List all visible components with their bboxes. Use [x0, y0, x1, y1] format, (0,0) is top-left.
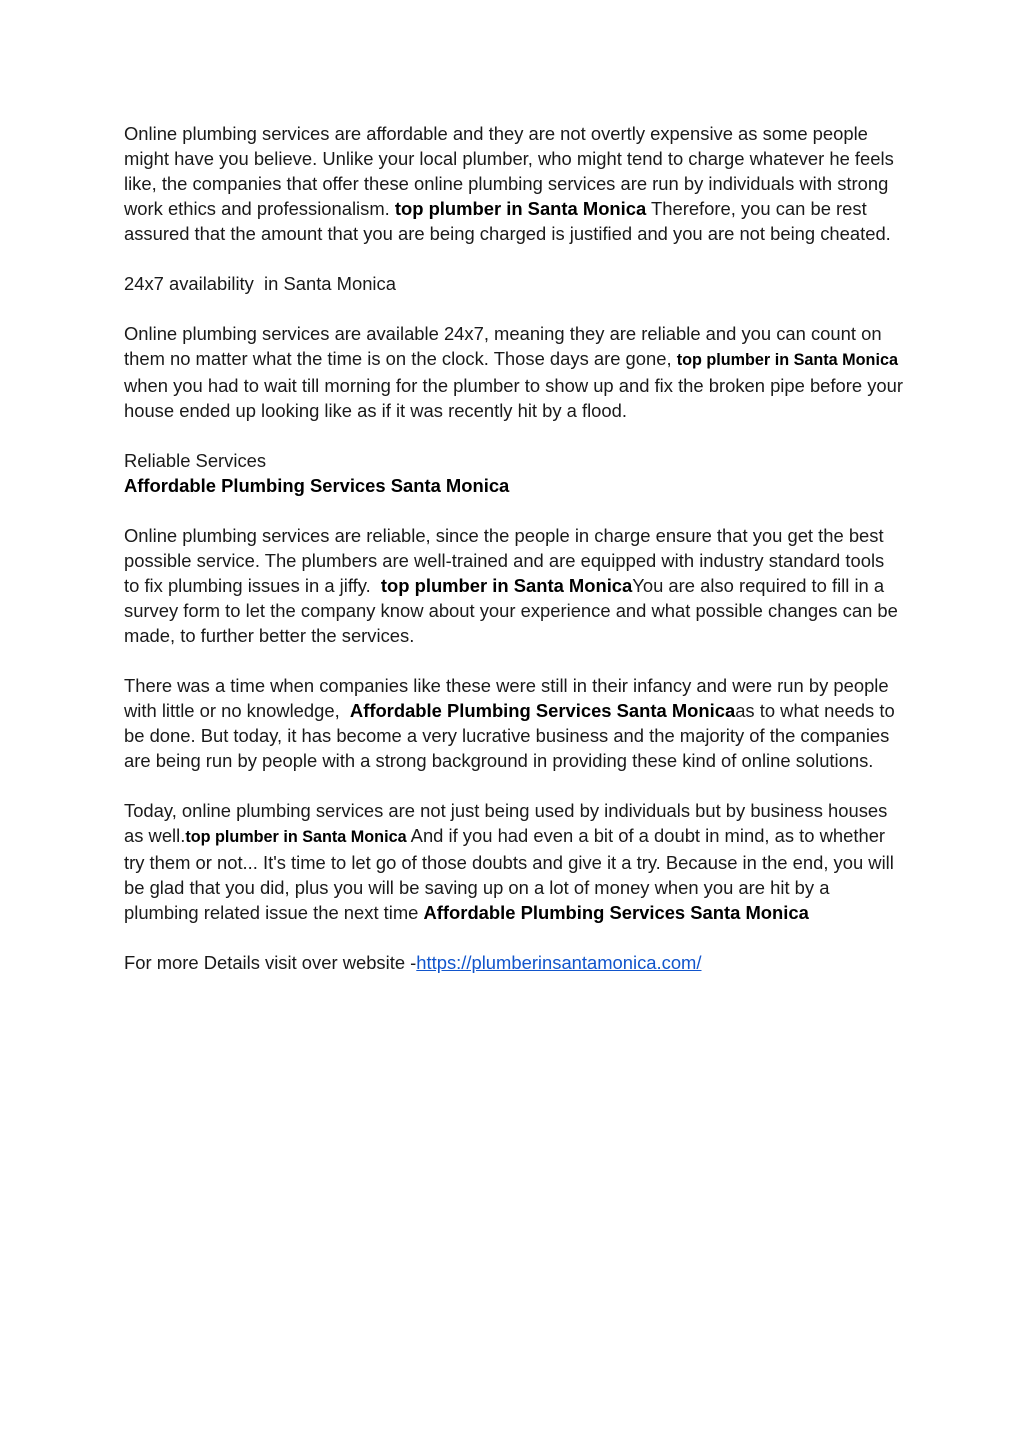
paragraph-text: Online plumbing services are affordable and they are not overtly expensive as some people might have you believe. Unlike your local plumber, who might tend to charge whatever he feels like, the companies that offer these online plumbing services are run by individuals with strong work ethics and professionalism.	[124, 123, 894, 219]
footer-text: For more Details visit over website -	[124, 952, 417, 973]
paragraph-text: as to what needs to be done. But today, it has become a very lucrative business and the majority of the companies are being run by people with a strong background in providing these kind of online solutions.	[124, 700, 900, 771]
paragraph-affordable-intro	[124, 121, 904, 246]
paragraph-text: Therefore, you can be rest assured that the amount that you are being charged is justified and you are not being cheated.	[124, 198, 891, 244]
website-link[interactable]: https://plumberinsantamonica.com/	[416, 952, 702, 973]
paragraph-text: Online plumbing services are reliable, since the people in charge ensure that you get the best possible service. The plumbers are well-trained and are equipped with industry standard tools to fix plumbing issues in a jiffy.	[124, 525, 890, 596]
footer-line	[124, 950, 904, 975]
paragraph-availability	[124, 321, 904, 423]
paragraph-text: You are also required to fill in a survey form to let the company know about your experience and what possible changes can be made, to further better the services.	[124, 575, 904, 646]
heading-reliable: Reliable Services	[124, 450, 267, 471]
paragraph-text: There was a time when companies like these were still in their infancy and were run by people with little or no knowledge,	[124, 675, 894, 721]
keyword-bold: top plumber in Santa Monica	[676, 351, 898, 369]
paragraph-text: And if you had even a bit of a doubt in mind, as to whether try them or not... It's time to let go of those doubts and give it a try. Because in the end, you will be glad that you did, plus you will be saving up on a lot of money when you are hit by a plumbing related issue the next time	[124, 825, 894, 923]
keyword-bold: top plumber in Santa Monica	[185, 828, 407, 846]
heading-availability: 24x7 availability in Santa Monica	[124, 273, 396, 294]
paragraph-history	[124, 673, 904, 773]
paragraph-text: Today, online plumbing services are not just being used by individuals but by business houses as well.	[124, 800, 888, 846]
keyword-bold: Affordable Plumbing Services Santa Monica	[423, 902, 809, 923]
keyword-bold: top plumber in Santa Monica	[394, 198, 647, 219]
document-page	[124, 121, 904, 1000]
keyword-bold: Affordable Plumbing Services Santa Monica	[349, 700, 736, 721]
paragraph-text: Online plumbing services are available 24x7, meaning they are reliable and you can count on them no matter what the time is on the clock. Those days are gone,	[124, 323, 882, 369]
paragraph-today	[124, 798, 904, 925]
keyword-bold: top plumber in Santa Monica	[380, 575, 633, 596]
paragraph-reliable	[124, 523, 904, 648]
paragraph-text: when you had to wait till morning for the plumber to show up and fix the broken pipe before your house ended up looking like as if it was recently hit by a flood.	[124, 375, 903, 421]
heading-affordable: Affordable Plumbing Services Santa Monica	[124, 475, 510, 496]
